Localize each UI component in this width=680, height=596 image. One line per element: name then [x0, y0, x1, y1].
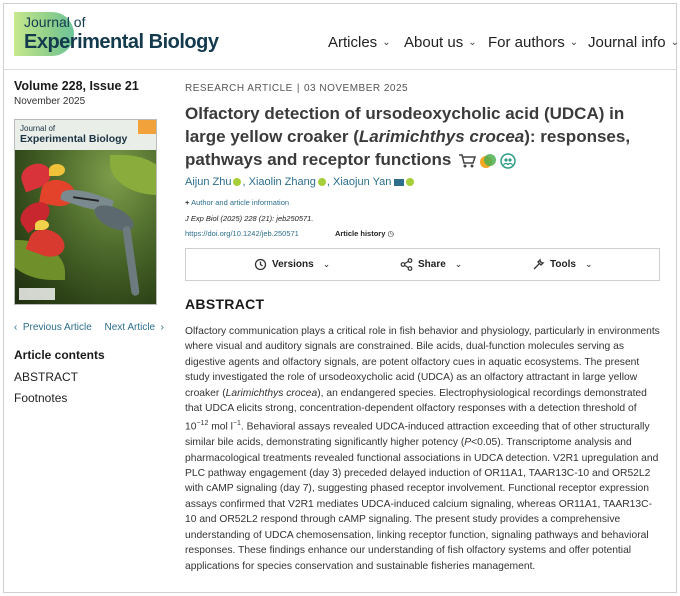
share-label: Share	[418, 259, 446, 270]
next-article-label: Next Article	[104, 322, 156, 333]
abstract-text: . Behavioral assays revealed UDCA-induced attraction exceeding that of other structurally similar bile acids, demonstrating significantly higher potency (	[185, 421, 650, 449]
abstract-species: Larimichthys crocea	[225, 387, 318, 399]
logo-line2: Experimental Biology	[24, 31, 219, 53]
chevron-down-icon: ⌄	[454, 259, 463, 269]
author-info-toggle[interactable]	[185, 198, 660, 207]
abstract-p-symbol: P	[464, 437, 472, 449]
versions-label: Versions	[272, 259, 314, 270]
abstract-body	[185, 324, 661, 574]
contents-item-abstract[interactable]: ABSTRACT	[14, 370, 79, 384]
logo-line1: Journal of	[24, 14, 86, 30]
versions-button[interactable]	[254, 258, 330, 271]
article-type: RESEARCH ARTICLE	[185, 83, 293, 94]
cover-hummingbird-tail	[122, 226, 140, 296]
author-list: Aijun Zhu , Xiaolin Zhang , Xiaojun Yan	[185, 176, 660, 188]
article-title-part1: Olfactory detection of ursodeoxycholic acid (UDCA) in large yellow croaker (	[185, 104, 625, 146]
chevron-down-icon: ⌄	[584, 259, 593, 269]
cover-title-line2: Experimental Biology	[20, 133, 128, 145]
cover-band-tab	[138, 120, 156, 134]
nav-about-label: About us	[404, 33, 464, 51]
issue-volume[interactable]: Volume 228, Issue 21	[14, 79, 139, 93]
author-xiaojun-yan[interactable]: Xiaojun Yan	[333, 176, 392, 188]
article-title-species: Larimichthys crocea	[358, 127, 525, 146]
next-article-link[interactable]: Next Article ›	[104, 322, 164, 333]
plus-icon: +	[185, 198, 190, 207]
page-frame	[3, 3, 677, 593]
article-history-label: Article history	[334, 229, 386, 238]
tools-icon	[532, 258, 545, 271]
history-icon: ◷	[387, 229, 395, 238]
people-icon	[500, 153, 516, 169]
site-header	[4, 4, 679, 70]
author-aijun-zhu[interactable]: Aijun Zhu	[185, 176, 232, 188]
open-access-icon	[480, 153, 496, 169]
doi-row	[185, 229, 660, 238]
article-main	[185, 83, 660, 572]
chevron-down-icon: ⌄	[468, 36, 477, 48]
article-date: 03 NOVEMBER 2025	[303, 83, 409, 94]
doi-link[interactable]: https://doi.org/10.1242/jeb.250571	[185, 229, 299, 238]
cover-title-line1: Journal of	[20, 124, 56, 133]
issue-cover-image[interactable]	[14, 119, 157, 305]
chevron-down-icon: ⌄	[322, 259, 331, 269]
nav-articles[interactable]	[328, 32, 391, 52]
nav-about-us[interactable]	[404, 32, 477, 52]
chevron-down-icon: ⌄	[569, 36, 579, 48]
cover-publisher-mark	[19, 288, 55, 300]
abstract-heading: ABSTRACT	[185, 296, 265, 312]
article-contents-heading: Article contents	[14, 348, 105, 362]
tools-label: Tools	[550, 259, 576, 270]
abstract-exponent: −12	[196, 420, 209, 428]
article-meta: RESEARCH ARTICLE | 03 NOVEMBER 2025	[185, 83, 409, 94]
cart-icon[interactable]	[458, 153, 476, 169]
issue-date: November 2025	[14, 96, 86, 107]
orcid-icon[interactable]	[406, 178, 414, 186]
abstract-exponent: −1	[232, 420, 241, 428]
sidebar	[14, 79, 164, 405]
citation-text: J Exp Biol (2025) 228 (21): jeb250571.	[185, 214, 314, 223]
nav-journal-info-label: Journal info	[588, 33, 666, 51]
previous-article-link[interactable]: ‹ Previous Article	[14, 322, 92, 333]
abstract-text: Olfactory communication plays a critical role in fish behavior and physiology, particularly in environments where visual and auditory signals are constrained. Bile acids, dual-function molecules serving as digestive agents and olfactory signals, are potent olfactory cues in aquatic ecosystems. The present study investigated the role of ursodeoxycholic acid (UDCA) as an olfactory attractant in large yellow croaker (	[185, 326, 660, 399]
nav-for-authors-label: For authors	[488, 33, 565, 51]
abstract-text: mol l	[208, 421, 233, 433]
abstract-text: ), an endangered species. Electrophysiological recordings demonstrated that UDCA elicits strong, concentration-dependent olfactory responses with a detection threshold of 10	[185, 387, 647, 433]
mail-icon[interactable]	[394, 179, 404, 186]
author-xiaolin-zhang[interactable]: Xiaolin Zhang	[248, 176, 316, 188]
article-title-part2: ): responses, pathways and receptor functions	[185, 127, 631, 169]
author-info-label: Author and article information	[191, 198, 290, 207]
orcid-icon[interactable]	[233, 178, 241, 186]
tools-button[interactable]	[532, 258, 592, 271]
title-icons	[458, 153, 516, 169]
journal-logo[interactable]	[14, 12, 224, 60]
nav-journal-info[interactable]	[588, 32, 679, 52]
cover-flower-bud	[35, 220, 49, 230]
article-title	[185, 102, 660, 171]
citation	[185, 214, 660, 223]
chevron-down-icon: ⌄	[382, 36, 391, 48]
previous-article-label: Previous Article	[22, 322, 92, 333]
abstract-text: <0.05). Transcriptome analysis and pharmacological treatments revealed functional associations in UDCA detection. V2R1 upregulation and PLC pathway engagement (day 3) preceded delayed induction of OR11A1, TAAR13C-10 and OR52L2 with cAMP signaling (day 7), suggesting phased receptor involvement. Functional receptor expression assays confirmed that V2R1 mediates UDCA-induced calcium signaling, whereas OR11A1, TAAR13C-10 and OR52L2 respond through cAMP signaling. The present study provides a comprehensive understanding of UDCA chemosensation, linking receptor function, signaling pathways and behavioral responses. These findings enhance our understanding of fish olfactory systems and offer potential applications for species conservation and sustainable fisheries management.	[185, 437, 659, 572]
versions-icon	[254, 258, 267, 271]
article-history-toggle[interactable]	[335, 229, 394, 238]
cover-leaf	[110, 155, 157, 195]
contents-item-footnotes[interactable]: Footnotes	[14, 391, 68, 405]
share-button[interactable]	[400, 258, 462, 271]
nav-articles-label: Articles	[328, 33, 378, 51]
article-toolbar	[185, 248, 660, 281]
nav-for-authors[interactable]	[488, 32, 578, 52]
chevron-down-icon: ⌄	[670, 36, 679, 48]
share-icon	[400, 258, 413, 271]
orcid-icon[interactable]	[318, 178, 326, 186]
cover-flower-bud	[49, 164, 65, 176]
